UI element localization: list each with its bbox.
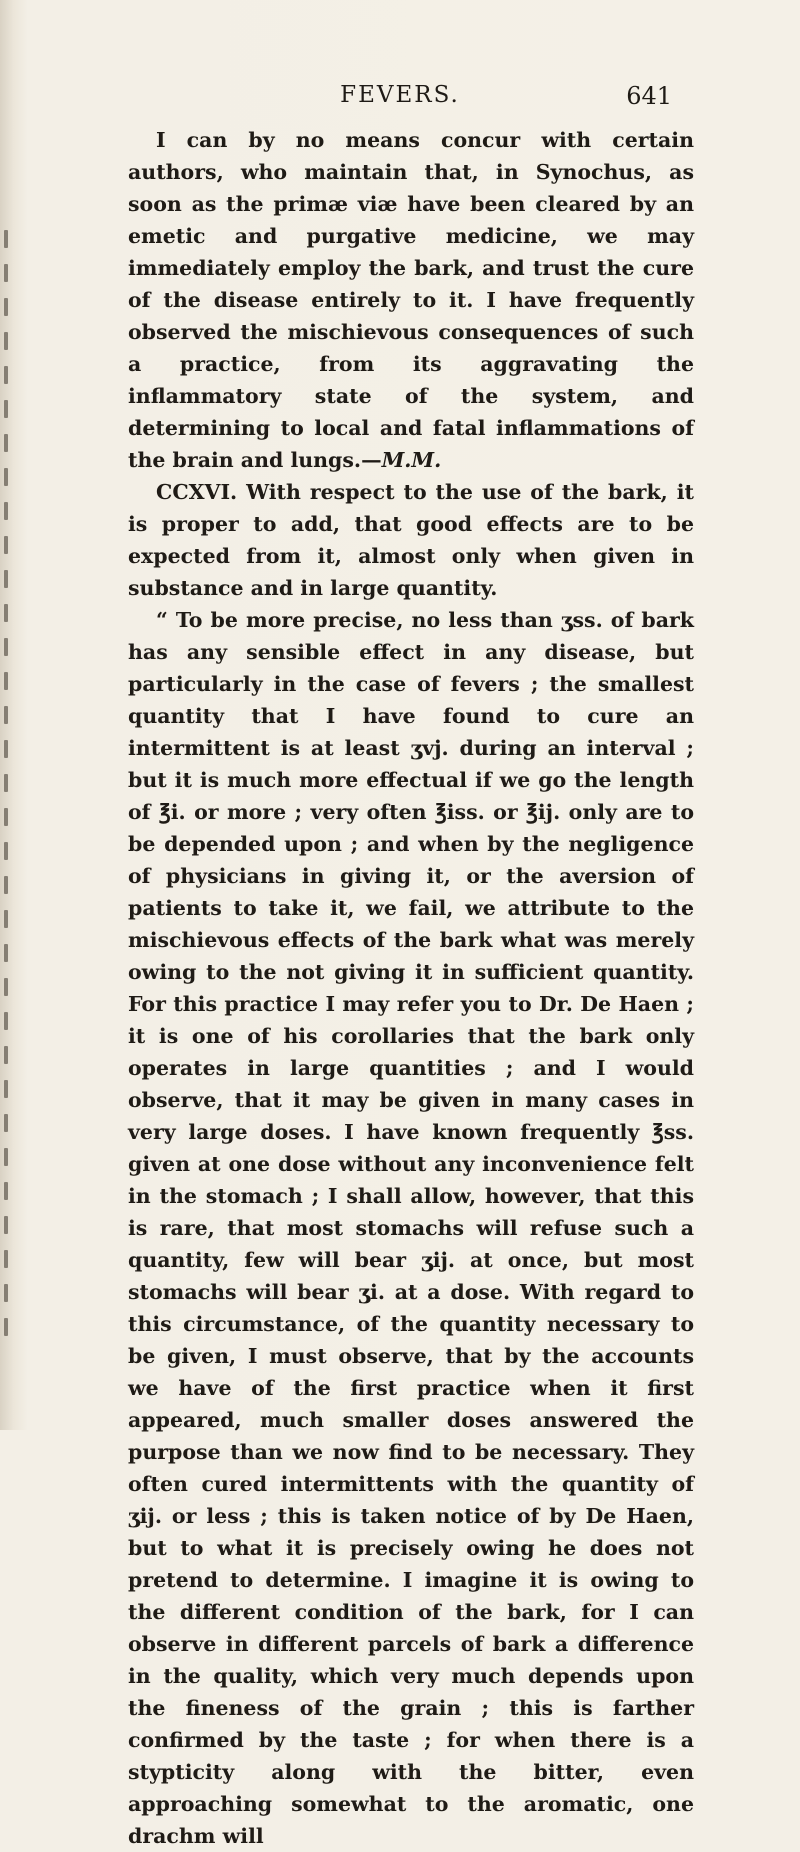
- gutter-mark: [4, 264, 8, 282]
- gutter-mark: [4, 604, 8, 622]
- gutter-mark: [4, 842, 8, 860]
- gutter-mark: [4, 1080, 8, 1098]
- gutter-mark: [4, 536, 8, 554]
- gutter-mark: [4, 1250, 8, 1268]
- gutter-mark: [4, 1182, 8, 1200]
- paragraph-text: I can by no means concur with certain authors, who maintain that, in Synochus, as soon as the primæ viæ have been cleared by an emetic and purgative medicine, we may immediately employ the bark, and trust the cure of the disease entirely to it. I have frequently observed the mischievous consequences of such a practice, from its aggravating the inflammatory state of the system, and determining to local and fatal inflammations of the brain and lungs.—: [128, 128, 694, 472]
- gutter-mark: [4, 706, 8, 724]
- gutter-mark: [4, 774, 8, 792]
- gutter-mark: [4, 1148, 8, 1166]
- gutter-mark: [4, 298, 8, 316]
- page-number: 641: [626, 82, 672, 110]
- paragraph-text: CCXVI. With respect to the use of the bark, it is proper to add, that good effects are to be expected from it, almost only when given in substance and in large quantity.: [128, 480, 694, 600]
- gutter-mark: [4, 1012, 8, 1030]
- gutter-mark: [4, 910, 8, 928]
- gutter-mark: [4, 944, 8, 962]
- gutter-mark: [4, 740, 8, 758]
- running-title: FEVERS.: [340, 82, 460, 108]
- gutter-mark: [4, 1046, 8, 1064]
- gutter-mark: [4, 400, 8, 418]
- paragraph: [128, 124, 694, 476]
- gutter-mark: [4, 468, 8, 486]
- gutter-mark: [4, 638, 8, 656]
- gutter-mark: [4, 1216, 8, 1234]
- gutter-mark: [4, 230, 8, 248]
- body-text: [128, 124, 694, 1852]
- gutter-mark: [4, 366, 8, 384]
- gutter-mark: [4, 808, 8, 826]
- paragraph: [128, 476, 694, 604]
- gutter-mark: [4, 672, 8, 690]
- gutter-mark: [4, 1284, 8, 1302]
- gutter-mark: [4, 1114, 8, 1132]
- gutter-mark: [4, 332, 8, 350]
- binding-gutter: [0, 230, 22, 1390]
- paragraph-text: “ To be more precise, no less than ʒss. of bark has any sensible effect in any disease, but particularly in the case of fevers ; the smallest quantity that I have found to cure an intermittent is at least ʒvj. during an interval ; but it is much more effectual if we go the length of ℥i. or more ; very often ℥iss. or ℥ij. only are to be depended upon ; and when by the negligence of physicians in giving it, or the aversion of patients to take it, we fail, we attribute to the mischievous effects of the bark what was merely owing to the not giving it in sufficient quantity. For this practice I may refer you to Dr. De Haen ; it is one of his corollaries that the bark only operates in large quantities ; and I would observe, that it may be given in many cases in very large doses. I have known frequently ℥ss. given at one dose without any inconvenience felt in the stomach ; I shall allow, however, that this is rare, that most stomachs will refuse such a quantity, few will bear ʒij. at once, but most stomachs will bear ʒi. at a dose. With regard to this circumstance, of the quantity necessary to be given, I must observe, that by the accounts we have of the first practice when it first appeared, much smaller doses answered the purpose than we now find to be necessary. They often cured intermittents with the quantity of ʒij. or less ; this is taken notice of by De Haen, but to what it is precisely owing he does not pretend to determine. I imagine it is owing to the different condition of the bark, for I can observe in different parcels of bark a difference in the quality, which very much depends upon the fineness of the grain ; this is farther confirmed by the taste ; for when there is a stypticity along with the bitter, even approaching somewhat to the aromatic, one drachm will: [128, 608, 694, 1848]
- gutter-mark: [4, 1318, 8, 1336]
- paragraph: [128, 604, 694, 1852]
- author-signature: M.M.: [381, 448, 442, 472]
- gutter-mark: [4, 502, 8, 520]
- gutter-mark: [4, 434, 8, 452]
- page-header: [0, 78, 800, 118]
- gutter-mark: [4, 570, 8, 588]
- gutter-mark: [4, 978, 8, 996]
- gutter-mark: [4, 876, 8, 894]
